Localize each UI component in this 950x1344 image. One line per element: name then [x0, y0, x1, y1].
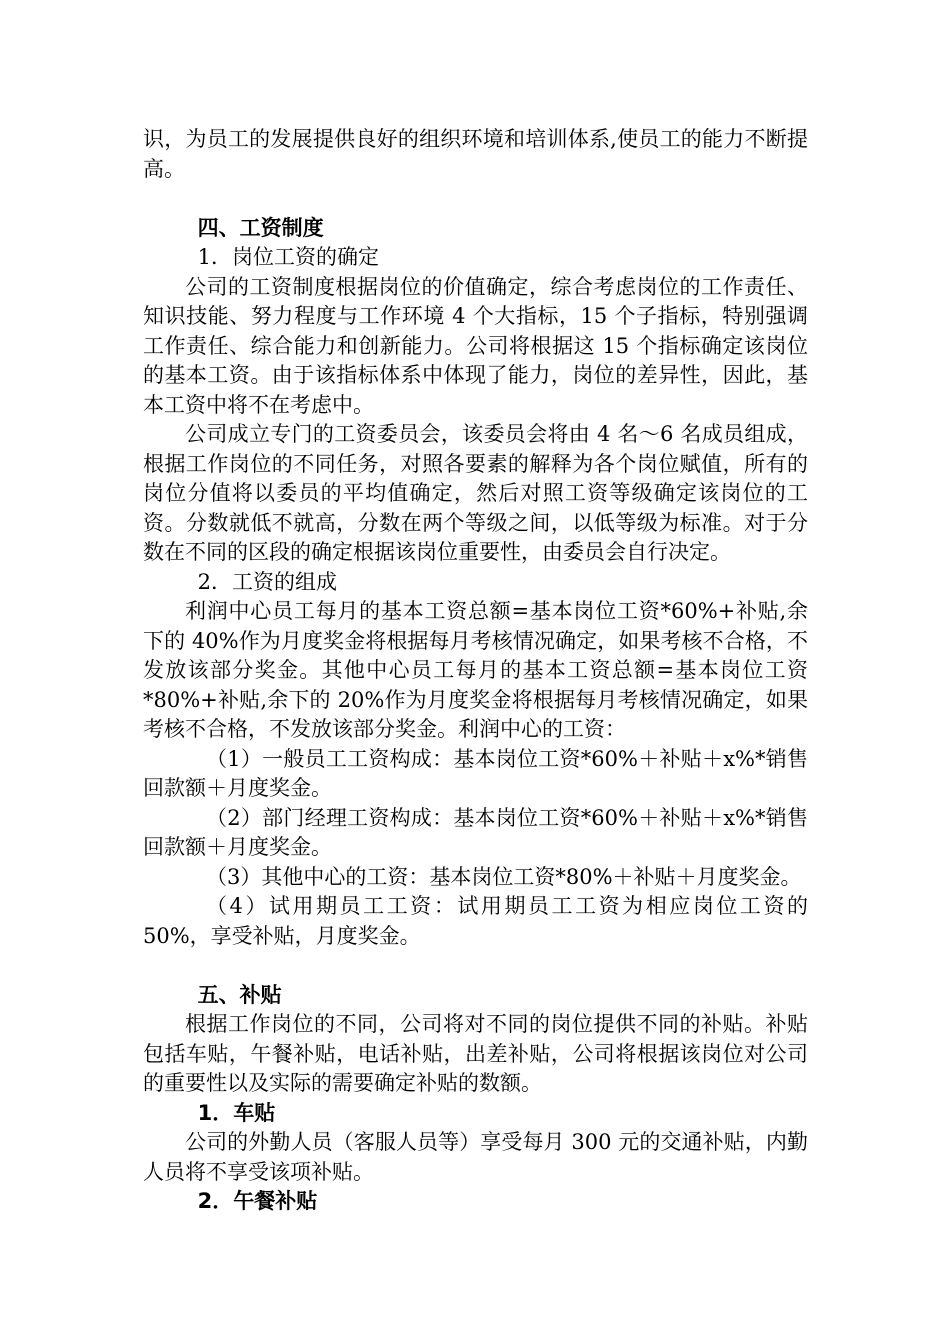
subsection-title-lunch-subsidy: 2．午餐补贴: [197, 1189, 318, 1213]
paragraph-position-wage-1: 公司的工资制度根据岗位的价值确定，综合考虑岗位的工作责任、知识技能、努力程度与工作环境 4 个大指标，15 个子指标，特别强调工作责任、综合能力和创新能力。公司将根据这 15 个指标确定该岗位的基本工资。由于该指标体系中体现了能力，岗位的差异性，因此，基本工资中将不在考虑中。: [143, 274, 808, 417]
list-item-other-centers: （3）其他中心的工资：基本岗位工资*80%＋补贴＋月度奖金。: [206, 864, 802, 889]
document-page: [143, 125, 808, 1217]
paragraph-wage-composition: 利润中心员工每月的基本工资总额=基本岗位工资*60%+补贴,余下的 40%作为月度奖金将根据每月考核情况确定，如果考核不合格，不发放该部分奖金。其他中心员工每月的基本工资总额=基本岗位工资*80%+补贴,余下的 20%作为月度奖金将根据每月考核情况确定，如果考核不合格，不发放该部分奖金。利润中心的工资：: [143, 599, 808, 741]
spacer: [143, 184, 808, 214]
list-item-probation: （4）试用期员工工资：试用期员工工资为相应岗位工资的 50%，享受补贴，月度奖金。: [143, 894, 808, 948]
list-item-general-staff: （1）一般员工工资构成：基本岗位工资*60%＋补贴＋x%*销售回款额＋月度奖金。: [143, 746, 808, 800]
subsection-title-position-wage: 1．岗位工资的确定: [197, 245, 379, 269]
section-heading-subsidy: 五、补贴: [197, 982, 282, 1007]
paragraph-car-subsidy: 公司的外勤人员（客服人员等）享受每月 300 元的交通补贴，内勤人员将不享受该项补贴。: [143, 1130, 808, 1184]
subsection-title-wage-composition: 2．工资的组成: [197, 569, 337, 594]
paragraph-position-wage-2: 公司成立专门的工资委员会，该委员会将由 4 名～6 名成员组成，根据工作岗位的不同任务，对照各要素的解释为各个岗位赋值，所有的岗位分值将以委员的平均值确定，然后对照工资等级确定该岗位的工资。分数就低不就高，分数在两个等级之间，以低等级为标准。对于分数在不同的区段的确定根据该岗位重要性，由委员会自行决定。: [143, 422, 808, 564]
spacer: [143, 951, 808, 981]
intro-paragraph: 识，为员工的发展提供良好的组织环境和培训体系,使员工的能力不断提高。: [143, 127, 808, 181]
subsection-title-car-subsidy: 1．车贴: [197, 1100, 276, 1125]
paragraph-subsidy-intro: 根据工作岗位的不同，公司将对不同的岗位提供不同的补贴。补贴包括车贴，午餐补贴，电话补贴，出差补贴，公司将根据该岗位对公司的重要性以及实际的需要确定补贴的数额。: [143, 1012, 808, 1095]
list-item-department-manager: （2）部门经理工资构成：基本岗位工资*60%＋补贴＋x%*销售回款额＋月度奖金。: [143, 805, 808, 859]
section-heading-wage-system: 四、工资制度: [197, 215, 324, 240]
